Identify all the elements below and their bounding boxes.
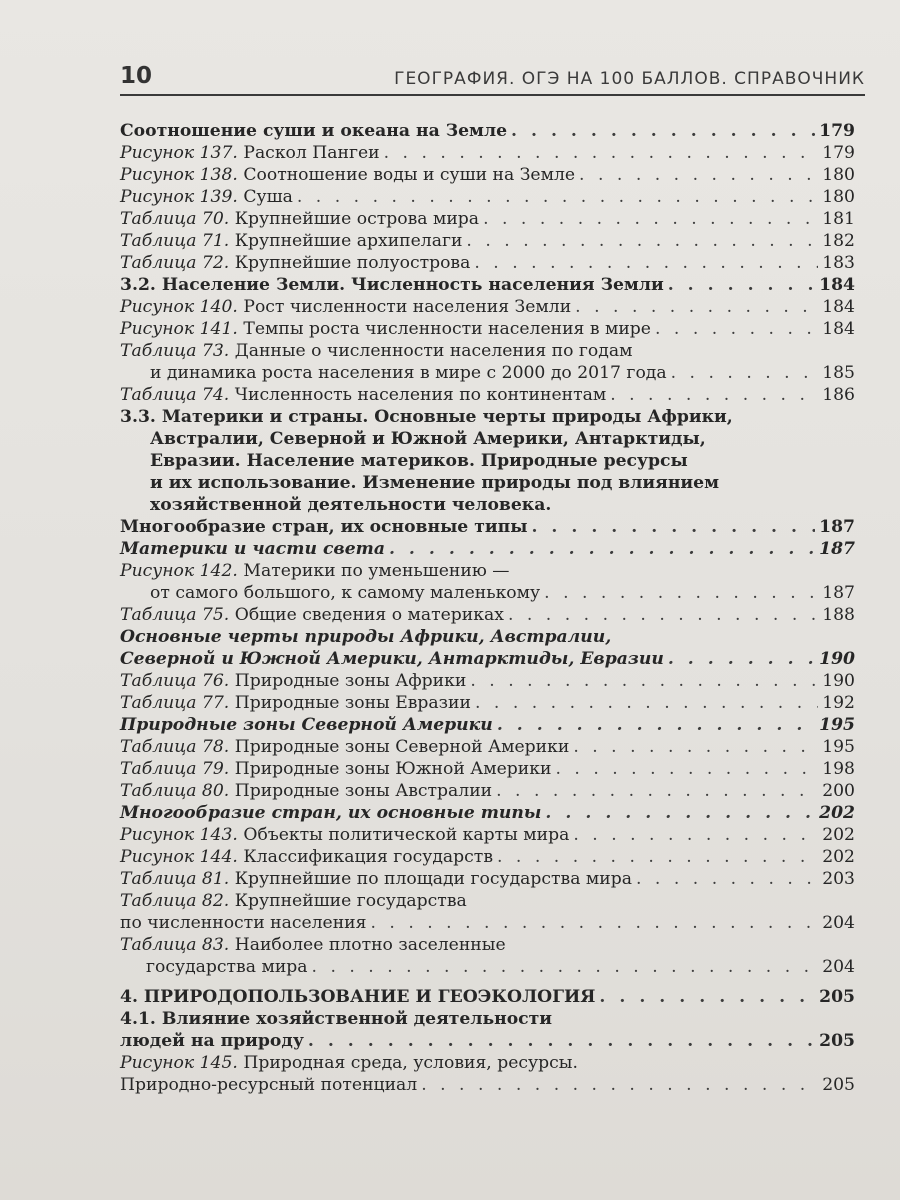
- toc-entry: [120, 230, 855, 252]
- toc-entry-label: Таблица 80.: [120, 781, 230, 801]
- toc-entry-title-cont: от самого большого, к самому маленькому: [150, 583, 541, 603]
- toc-page-number: 179: [819, 121, 855, 141]
- toc-entry-title: Многообразие стран, их основные типы: [120, 517, 528, 537]
- dot-leader: [497, 714, 815, 736]
- toc-entry-label: Рисунок 142.: [120, 561, 238, 581]
- toc-entry: [120, 208, 855, 230]
- toc-entry-title: Природные зоны Австралии: [234, 781, 493, 801]
- toc-entry: [120, 824, 855, 846]
- toc-entry: [120, 736, 855, 758]
- toc-entry: [120, 1052, 855, 1074]
- toc-entry: [120, 186, 855, 208]
- toc-entry: [120, 670, 855, 692]
- toc-entry-label: Рисунок 144.: [120, 847, 238, 867]
- dot-leader: [496, 780, 818, 802]
- toc-entry-title: Природная среда, условия, ресурсы.: [243, 1053, 578, 1073]
- toc-page-number: 183: [822, 253, 855, 273]
- toc-page-number: 185: [822, 363, 855, 383]
- toc-entry-label: Рисунок 141.: [120, 319, 238, 339]
- toc-entry-title: Наиболее плотно заселенные: [234, 935, 506, 955]
- toc-entry-title: 3.2. Население Земли. Численность населения Земли: [120, 275, 664, 295]
- dot-leader: [389, 538, 815, 560]
- toc-page-number: 184: [822, 297, 855, 317]
- toc-entry-continuation: [120, 648, 855, 670]
- toc-entry-title: Природные зоны Северной Америки: [120, 715, 493, 735]
- toc-page-number: 190: [819, 649, 855, 669]
- dot-leader: [544, 582, 818, 604]
- toc-entry-title: Рост численности населения Земли: [243, 297, 572, 317]
- toc-entry-title-cont: и динамика роста населения в мире с 2000 до 2017 года: [150, 363, 667, 383]
- dot-leader: [636, 868, 818, 890]
- toc-entry-title: Природные зоны Африки: [234, 671, 467, 691]
- dot-leader: [671, 362, 819, 384]
- dot-leader: [384, 142, 819, 164]
- toc-section-heading: [120, 406, 855, 516]
- toc-entry-title: Раскол Пангеи: [243, 143, 380, 163]
- toc-entry-title: Крупнейшие государства: [234, 891, 467, 911]
- toc-entry-label: Рисунок 137.: [120, 143, 238, 163]
- toc-entry: [120, 846, 855, 868]
- toc-page-number: 202: [819, 803, 855, 823]
- toc-entry: [120, 516, 855, 538]
- toc-heading-line: Евразии. Население материков. Природные ресурсы: [150, 451, 688, 471]
- toc-entry-title: Материки по уменьшению —: [243, 561, 510, 581]
- toc-entry: [120, 538, 855, 560]
- toc-chapter-entry: [120, 986, 855, 1008]
- dot-leader: [497, 846, 818, 868]
- toc-entry-title: Темпы роста численности населения в мире: [243, 319, 651, 339]
- dot-leader: [579, 164, 818, 186]
- toc-entry: [120, 780, 855, 802]
- toc-entry-title: Материки и части света: [120, 539, 385, 559]
- toc-entry: [120, 296, 855, 318]
- toc-page-number: 186: [822, 385, 855, 405]
- page-header: [120, 58, 865, 96]
- toc-entry: [120, 890, 855, 912]
- toc-entry-label: Таблица 75.: [120, 605, 230, 625]
- dot-leader: [508, 604, 818, 626]
- toc-page-number: 205: [819, 987, 855, 1007]
- toc-entry-label: Рисунок 145.: [120, 1053, 238, 1073]
- dot-leader: [370, 912, 818, 934]
- toc-entry-title: Крупнейшие архипелаги: [234, 231, 463, 251]
- toc-heading-line: Австралии, Северной и Южной Америки, Антарктиды,: [150, 429, 706, 449]
- toc-entry: Основные черты природы Африки, Австралии,: [120, 627, 612, 647]
- toc-entry-title: Объекты политической карты мира: [243, 825, 570, 845]
- toc-page-number: 198: [822, 759, 855, 779]
- toc-entry-title: Соотношение суши и океана на Земле: [120, 121, 508, 141]
- toc-entry-title: Крупнейшие по площади государства мира: [234, 869, 632, 889]
- toc-entry: [120, 714, 855, 736]
- toc-entry: [120, 340, 855, 362]
- dot-leader: [297, 186, 818, 208]
- dot-leader: [511, 120, 815, 142]
- toc-page-number: 180: [822, 165, 855, 185]
- dot-leader: [655, 318, 818, 340]
- toc-entry-title: Соотношение воды и суши на Земле: [243, 165, 576, 185]
- toc-page-number: 184: [822, 319, 855, 339]
- dot-leader: [668, 274, 815, 296]
- toc-entry: [120, 802, 855, 824]
- toc-page-number: 182: [822, 231, 855, 251]
- toc-entry-title: Классификация государств: [243, 847, 493, 867]
- toc-entry-continuation: [120, 956, 855, 978]
- toc-entry-title: Крупнейшие полуострова: [234, 253, 471, 273]
- toc-entry-title: Северной и Южной Америки, Антарктиды, Евразии: [120, 649, 664, 669]
- toc-entry: [120, 560, 855, 582]
- toc-entry-label: Таблица 82.: [120, 891, 230, 911]
- toc-page-number: 179: [822, 143, 855, 163]
- dot-leader: [610, 384, 818, 406]
- toc-entry-title: Природные зоны Северной Америки: [234, 737, 570, 757]
- toc-page-number: 205: [819, 1031, 855, 1051]
- toc-page-number: 203: [822, 869, 855, 889]
- dot-leader: [312, 956, 819, 978]
- toc-entry-title-cont: по численности населения: [120, 913, 367, 933]
- toc-entry-label: Таблица 81.: [120, 869, 230, 889]
- toc-entry-title: людей на природу: [120, 1031, 304, 1051]
- toc-page-number: 181: [822, 209, 855, 229]
- toc-page-number: 200: [822, 781, 855, 801]
- toc-entry-label: Рисунок 139.: [120, 187, 238, 207]
- dot-leader: [668, 648, 815, 670]
- toc-entry-label: Таблица 71.: [120, 231, 230, 251]
- toc-page-number: 187: [819, 539, 855, 559]
- toc-entry-title: Суша: [243, 187, 293, 207]
- toc-entry-label: Рисунок 143.: [120, 825, 238, 845]
- toc-entry-label: Таблица 83.: [120, 935, 230, 955]
- toc-page-number: 190: [822, 671, 855, 691]
- toc-section-entry: [120, 274, 855, 296]
- dot-leader: [555, 758, 818, 780]
- toc-entry-title-cont: государства мира: [146, 957, 308, 977]
- toc-entry-label: Таблица 70.: [120, 209, 230, 229]
- dot-leader: [470, 670, 818, 692]
- toc-entry-title: Крупнейшие острова мира: [234, 209, 480, 229]
- toc-entry: [120, 318, 855, 340]
- dot-leader: [421, 1074, 818, 1096]
- toc-page-number: 192: [822, 693, 855, 713]
- toc-page-number: 187: [822, 583, 855, 603]
- toc-heading-line: хозяйственной деятельности человека.: [150, 495, 552, 515]
- dot-leader: [466, 230, 818, 252]
- page-number: 10: [120, 63, 153, 89]
- toc-entry-label: Таблица 73.: [120, 341, 230, 361]
- toc-entry-continuation: [120, 582, 855, 604]
- toc-entry-title: Численность населения по континентам: [234, 385, 607, 405]
- toc-entry-title: Природные зоны Евразии: [234, 693, 471, 713]
- toc-entry-title: 4. ПРИРОДОПОЛЬЗОВАНИЕ И ГЕОЭКОЛОГИЯ: [120, 987, 596, 1007]
- toc-entry-continuation: [120, 912, 855, 934]
- toc-heading-line: 3.3. Материки и страны. Основные черты природы Африки,: [120, 407, 733, 427]
- toc-entry-title: Многообразие стран, их основные типы: [120, 803, 542, 823]
- toc-page-number: 202: [822, 847, 855, 867]
- table-of-contents: [120, 120, 855, 1096]
- dot-leader: [573, 736, 818, 758]
- dot-leader: [573, 824, 818, 846]
- toc-page-number: 184: [819, 275, 855, 295]
- toc-page-number: 204: [822, 957, 855, 977]
- dot-leader: [545, 802, 815, 824]
- toc-entry-label: Таблица 74.: [120, 385, 230, 405]
- toc-entry-label: Таблица 77.: [120, 693, 230, 713]
- toc-page-number: 195: [822, 737, 855, 757]
- toc-entry: [120, 692, 855, 714]
- toc-page-number: 205: [822, 1075, 855, 1095]
- running-title: ГЕОГРАФИЯ. ОГЭ НА 100 БАЛЛОВ. СПРАВОЧНИК: [394, 69, 865, 89]
- toc-entry: [120, 384, 855, 406]
- toc-entry: [120, 604, 855, 626]
- toc-entry-title: Общие сведения о материках: [234, 605, 504, 625]
- toc-entry-label: Рисунок 140.: [120, 297, 238, 317]
- toc-page-number: 187: [819, 517, 855, 537]
- toc-section-entry: 4.1. Влияние хозяйственной деятельности: [120, 1009, 553, 1029]
- dot-leader: [308, 1030, 815, 1052]
- dot-leader: [475, 692, 818, 714]
- dot-leader: [531, 516, 815, 538]
- toc-entry: [120, 934, 855, 956]
- toc-entry-title: Данные о численности населения по годам: [234, 341, 633, 361]
- dot-leader: [599, 986, 815, 1008]
- toc-entry-label: Рисунок 138.: [120, 165, 238, 185]
- toc-entry-continuation: [120, 1030, 855, 1052]
- dot-leader: [483, 208, 818, 230]
- toc-entry: [120, 120, 855, 142]
- toc-entry-continuation: [120, 362, 855, 384]
- toc-entry-label: Таблица 76.: [120, 671, 230, 691]
- toc-page-number: 195: [819, 715, 855, 735]
- toc-page-number: 204: [822, 913, 855, 933]
- dot-leader: [474, 252, 818, 274]
- dot-leader: [575, 296, 818, 318]
- toc-entry-label: Таблица 72.: [120, 253, 230, 273]
- toc-entry-label: Таблица 78.: [120, 737, 230, 757]
- toc-page-number: 188: [822, 605, 855, 625]
- toc-entry: [120, 252, 855, 274]
- toc-entry: [120, 164, 855, 186]
- toc-entry-title: Природные зоны Южной Америки: [234, 759, 552, 779]
- toc-entry: [120, 758, 855, 780]
- toc-entry-label: Таблица 79.: [120, 759, 230, 779]
- toc-entry: [120, 868, 855, 890]
- toc-page-number: 202: [822, 825, 855, 845]
- toc-entry-title-cont: Природно-ресурсный потенциал: [120, 1075, 418, 1095]
- toc-heading-line: и их использование. Изменение природы под влиянием: [150, 473, 720, 493]
- toc-entry: [120, 142, 855, 164]
- toc-page-number: 180: [822, 187, 855, 207]
- toc-entry-continuation: [120, 1074, 855, 1096]
